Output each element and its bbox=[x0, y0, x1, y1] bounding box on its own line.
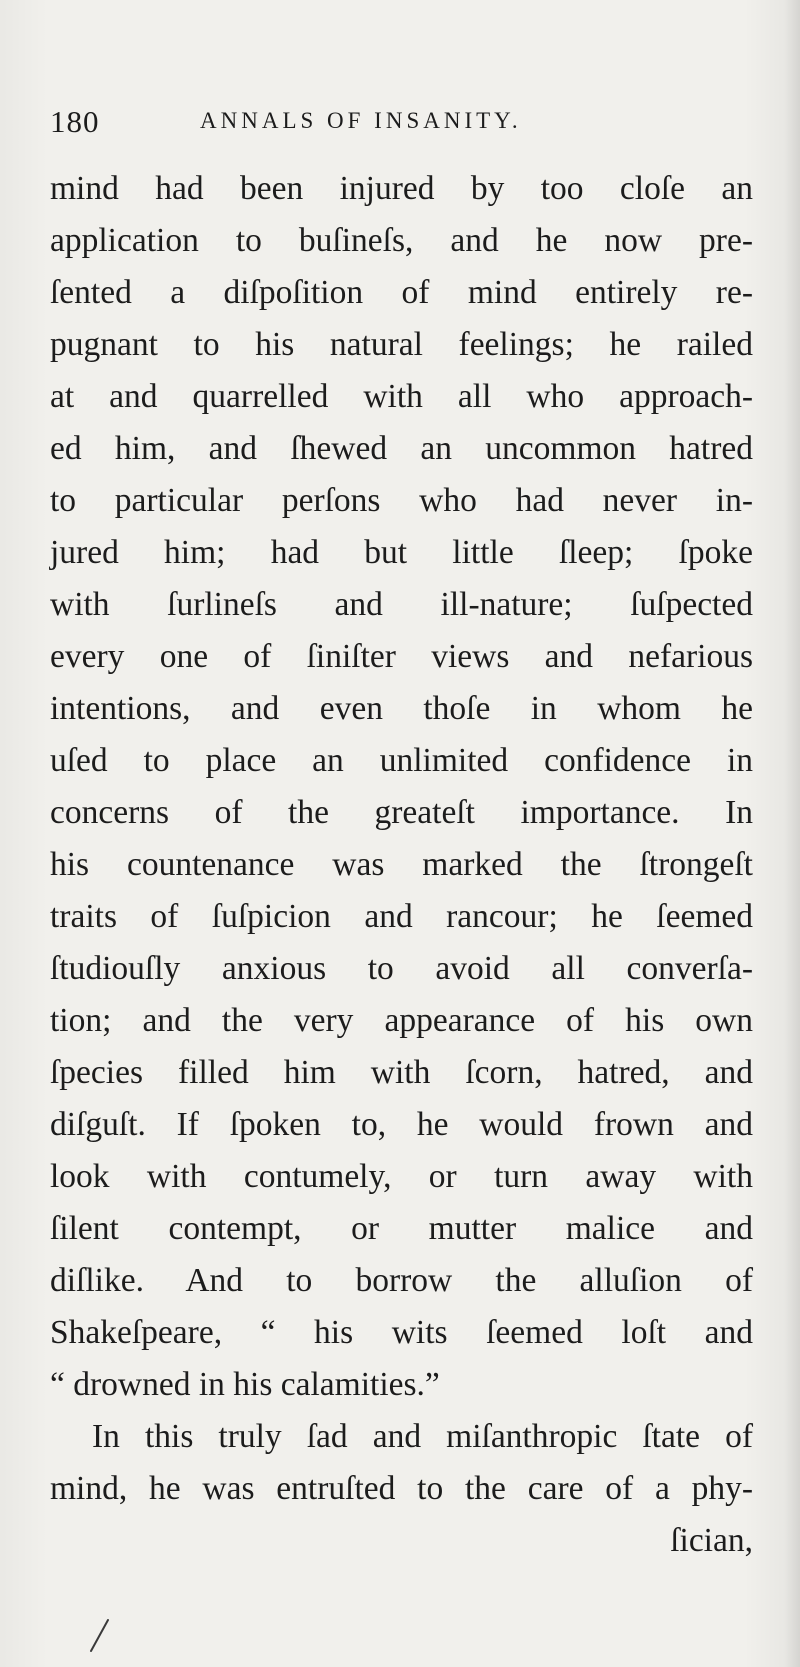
text-line: intentions, and even thoſe in whom he bbox=[50, 690, 753, 727]
text-line: his countenance was marked the ſtrongeſt bbox=[50, 846, 753, 883]
text-line: jured him; had but little ſleep; ſpoke bbox=[50, 534, 753, 571]
text-line: every one of ſiniſter views and nefarious bbox=[50, 638, 753, 675]
pencil-mark-icon bbox=[88, 1618, 110, 1654]
text-line: ſented a diſpoſition of mind entirely re- bbox=[50, 274, 753, 311]
text-line: “ drowned in his calamities.” bbox=[50, 1366, 440, 1403]
running-title: ANNALS OF INSANITY. bbox=[200, 108, 522, 133]
text-line: ſtudiouſly anxious to avoid all converſa- bbox=[50, 950, 753, 987]
text-line: at and quarrelled with all who approach- bbox=[50, 378, 753, 415]
text-line: mind, he was entruſted to the care of a phy- bbox=[50, 1470, 753, 1507]
running-head bbox=[50, 104, 750, 144]
text-line: diſlike. And to borrow the alluſion of bbox=[50, 1262, 753, 1299]
text-line: Shakeſpeare, “ his wits ſeemed loſt and bbox=[50, 1314, 753, 1351]
text-line: diſguſt. If ſpoken to, he would frown and bbox=[50, 1106, 753, 1143]
text-line: ſilent contempt, or mutter malice and bbox=[50, 1210, 753, 1247]
text-line: ſpecies filled him with ſcorn, hatred, and bbox=[50, 1054, 753, 1091]
body-text bbox=[50, 163, 753, 1567]
text-line: tion; and the very appearance of his own bbox=[50, 1002, 753, 1039]
text-line: to particular perſons who had never in- bbox=[50, 482, 753, 519]
text-line: look with contumely, or turn away with bbox=[50, 1158, 753, 1195]
text-line: ed him, and ſhewed an uncommon hatred bbox=[50, 430, 753, 467]
text-line: application to buſineſs, and he now pre- bbox=[50, 222, 753, 259]
text-line: In this truly ſad and miſanthropic ſtate of bbox=[92, 1418, 753, 1455]
text-line: traits of ſuſpicion and rancour; he ſeemed bbox=[50, 898, 753, 935]
text-line: with ſurlineſs and ill-nature; ſuſpected bbox=[50, 586, 753, 623]
text-line: uſed to place an unlimited confidence in bbox=[50, 742, 753, 779]
page-number: 180 bbox=[50, 104, 100, 139]
text-line: mind had been injured by too cloſe an bbox=[50, 170, 753, 207]
text-line: pugnant to his natural feelings; he railed bbox=[50, 326, 753, 363]
catchword: ſician, bbox=[670, 1522, 753, 1559]
page-edge-shadow bbox=[784, 0, 800, 1667]
text-line: concerns of the greateſt importance. In bbox=[50, 794, 753, 831]
